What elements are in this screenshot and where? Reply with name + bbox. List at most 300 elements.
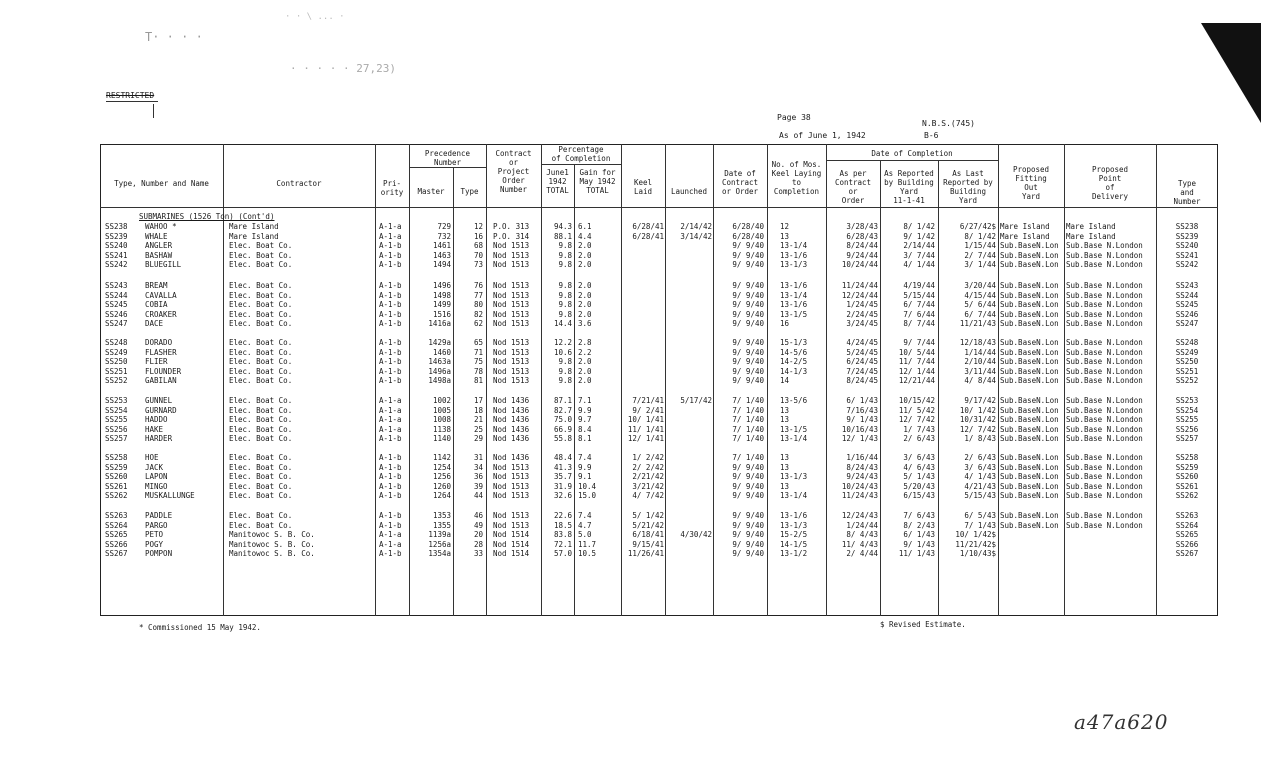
cell-precedence-type: 73 (473, 260, 483, 270)
cell-completion-as-per-contract: 8/24/43 (846, 462, 878, 472)
cell-priority: A-1-b (379, 462, 402, 472)
cell-completion-as-per-contract: 8/24/45 (846, 376, 878, 386)
header-date-contract: Date of Contract or Order (721, 169, 759, 196)
cell-keel-laid: 11/26/41 (627, 549, 664, 559)
cell-ship-name: POMPON (145, 549, 173, 559)
cell-point-of-delivery: Sub.Base N.London (1066, 281, 1143, 290)
cell-type-and-number-right: SS247 (1175, 319, 1199, 329)
header-precedence: Precedence Number (424, 149, 471, 167)
cell-may-gain: 15.0 (578, 491, 597, 501)
cell-contractor: Elec. Boat Co. (229, 511, 293, 520)
cell-date-of-contract: 7/ 1/40 (732, 434, 764, 444)
cell-months-to-completion: 15-1/3 (780, 338, 808, 347)
cell-type-number: SS252 (105, 376, 128, 386)
cell-priority: A-1-b (379, 376, 402, 386)
cell-months-to-completion: 13-1/2 (780, 549, 808, 559)
header-gain: Gain for May 1942 TOTAL (579, 168, 616, 195)
header-as-last: As Last Reported by Building Yard (943, 169, 993, 205)
cell-ship-name: ANGLER (145, 241, 173, 251)
cell-priority: A-1-a (379, 415, 402, 425)
cell-contract-number: Nod 1513 (493, 281, 530, 290)
cell-ship-name: BLUEGILL (145, 260, 182, 270)
cell-precedence-type: 34 (473, 462, 483, 472)
cell-precedence-type: 78 (473, 366, 483, 376)
cell-precedence-type: 46 (473, 511, 483, 520)
cell-type-and-number-right: SS264 (1175, 520, 1199, 530)
cell-type-number: SS250 (105, 357, 128, 367)
header-bottom-line (100, 207, 1218, 208)
cell-type-and-number-right: SS248 (1175, 338, 1199, 347)
faint-mark-2: · · · · · 27,23) (290, 62, 396, 75)
cell-point-of-delivery: Sub.Base N.London (1066, 250, 1143, 260)
cell-completion-as-reported: 6/15/43 (903, 491, 935, 501)
cell-contract-number: Nod 1513 (493, 300, 530, 310)
cell-may-gain: 2.0 (578, 309, 592, 319)
col-divider (1156, 144, 1157, 616)
cell-type-and-number-right: SS250 (1175, 357, 1199, 367)
cell-may-gain: 7.1 (578, 396, 592, 405)
cell-type-and-number-right: SS262 (1175, 491, 1199, 501)
cell-may-gain: 4.4 (578, 231, 592, 241)
cell-contractor: Elec. Boat Co. (229, 347, 293, 357)
cell-ship-name: MUSKALLUNGE (145, 491, 195, 501)
cell-priority: A-1-b (379, 481, 402, 491)
cell-point-of-delivery: Sub.Base N.London (1066, 491, 1143, 501)
cell-completion-as-per-contract: 2/24/45 (846, 309, 878, 319)
cell-june-total: 22.6 (553, 511, 572, 520)
cell-ship-name: CROAKER (145, 309, 177, 319)
cell-priority: A-1-a (379, 539, 402, 549)
cell-may-gain: 2.0 (578, 300, 592, 310)
cell-contractor: Manitowoc S. B. Co. (229, 539, 315, 549)
cell-contract-number: Nod 1513 (493, 376, 530, 386)
cell-ship-name: FLASHER (145, 347, 177, 357)
cell-type-and-number-right: SS240 (1175, 241, 1199, 251)
cell-priority: A-1-b (379, 549, 402, 559)
cell-point-of-delivery: Sub.Base N.London (1066, 405, 1143, 415)
cell-months-to-completion: 14-2/5 (780, 357, 808, 367)
cell-fitting-out-yard: Sub.BaseN.Lon (1000, 453, 1059, 462)
cell-contract-number: Nod 1513 (493, 520, 530, 530)
cell-type-and-number-right: SS251 (1175, 366, 1199, 376)
cell-ship-name: DACE (145, 319, 164, 329)
cell-precedence-type: 76 (473, 281, 483, 290)
cell-master-number: 1256 (432, 472, 451, 482)
as-of-date: As of June 1, 1942 (779, 131, 866, 140)
cell-contract-number: Nod 1513 (493, 338, 530, 347)
cell-contractor: Elec. Boat Co. (229, 357, 293, 367)
cell-may-gain: 2.0 (578, 260, 592, 270)
cell-contractor: Manitowoc S. B. Co. (229, 549, 315, 559)
cell-date-of-contract: 9/ 9/40 (732, 347, 764, 357)
cell-type-and-number-right: SS239 (1175, 231, 1199, 241)
faint-handwriting: T· · · · (145, 30, 203, 44)
cell-may-gain: 2.0 (578, 376, 592, 386)
cell-months-to-completion: 13-1/6 (780, 281, 808, 290)
cell-contract-number: Nod 1513 (493, 347, 530, 357)
cell-completion-as-reported: 7/ 6/44 (903, 309, 935, 319)
cell-priority: A-1-b (379, 453, 402, 462)
cell-keel-laid: 6/28/41 (632, 222, 664, 231)
cell-priority: A-1-b (379, 434, 402, 444)
cell-date-of-contract: 7/ 1/40 (732, 396, 764, 405)
cell-type-and-number-right: SS255 (1175, 415, 1199, 425)
cell-months-to-completion: 13-1/5 (780, 424, 808, 434)
cell-precedence-type: 77 (473, 290, 483, 300)
header-as-per-contract: As per Contract or Order (834, 169, 872, 205)
cell-june-total: 87.1 (553, 396, 572, 405)
cell-completion-as-last-reported: 3/ 1/44 (964, 260, 996, 270)
cell-date-of-contract: 9/ 9/40 (732, 530, 764, 540)
cell-type-and-number-right: SS244 (1175, 290, 1199, 300)
cell-precedence-type: 62 (473, 319, 483, 329)
cell-date-of-contract: 9/ 9/40 (732, 462, 764, 472)
cell-ship-name: JACK (145, 462, 164, 472)
cell-precedence-type: 29 (473, 434, 483, 444)
cell-point-of-delivery: Sub.Base N.London (1066, 511, 1143, 520)
section-title: SUBMARINES (1526 Ton) (Cont'd) (139, 212, 275, 221)
cell-completion-as-reported: 6/ 7/44 (903, 300, 935, 310)
cell-months-to-completion: 13-1/4 (780, 241, 808, 251)
cell-june-total: 9.8 (558, 300, 572, 310)
cell-completion-as-reported: 5/15/44 (903, 290, 935, 300)
cell-completion-as-per-contract: 7/16/43 (846, 405, 878, 415)
cell-fitting-out-yard: Sub.BaseN.Lon (1000, 481, 1059, 491)
cell-fitting-out-yard: Sub.BaseN.Lon (1000, 347, 1059, 357)
cell-precedence-type: 17 (473, 396, 483, 405)
cell-type-number: SS254 (105, 405, 128, 415)
cell-contract-number: Nod 1513 (493, 309, 530, 319)
header-master: Master (417, 187, 445, 196)
cell-precedence-type: 21 (473, 415, 483, 425)
cell-completion-as-reported: 4/ 6/43 (903, 462, 935, 472)
cell-priority: A-1-b (379, 300, 402, 310)
header-delivery: Proposed Point of Delivery (1091, 165, 1129, 201)
cell-contractor: Elec. Boat Co. (229, 462, 293, 472)
cell-completion-as-reported: 9/ 1/42 (903, 231, 935, 241)
cell-contractor: Elec. Boat Co. (229, 300, 293, 310)
cell-contract-number: Nod 1436 (493, 405, 530, 415)
cell-point-of-delivery: Sub.Base N.London (1066, 319, 1143, 329)
cell-type-number: SS263 (105, 511, 128, 520)
cell-completion-as-reported: 9/ 1/43 (903, 539, 935, 549)
cell-precedence-type: 28 (473, 539, 483, 549)
cell-type-and-number-right: SS265 (1175, 530, 1199, 540)
cell-type-number: SS239 (105, 231, 128, 241)
cell-launched: 3/14/42 (680, 231, 712, 241)
cell-months-to-completion: 12 (780, 222, 790, 231)
cell-date-of-contract: 7/ 1/40 (732, 453, 764, 462)
cell-contract-number: Nod 1513 (493, 319, 530, 329)
cell-completion-as-per-contract: 12/24/43 (841, 511, 878, 520)
cell-type-and-number-right: SS252 (1175, 376, 1199, 386)
cell-type-number: SS265 (105, 530, 128, 540)
cell-june-total: 9.8 (558, 376, 572, 386)
cell-type-and-number-right: SS257 (1175, 434, 1199, 444)
cell-months-to-completion: 13 (780, 462, 790, 472)
cell-point-of-delivery: Sub.Base N.London (1066, 376, 1143, 386)
cell-june-total: 12.2 (553, 338, 572, 347)
cell-june-total: 9.8 (558, 366, 572, 376)
header-as-reported: As Reported by Building Yard 11-1-41 (884, 169, 934, 205)
cell-precedence-type: 65 (473, 338, 483, 347)
cell-date-of-contract: 9/ 9/40 (732, 290, 764, 300)
cell-ship-name: HADDO (145, 415, 168, 425)
cell-point-of-delivery: Sub.Base N.London (1066, 300, 1143, 310)
cell-precedence-type: 68 (473, 241, 483, 251)
cell-months-to-completion: 14-1/3 (780, 366, 808, 376)
cell-type-and-number-right: SS241 (1175, 250, 1199, 260)
cell-contract-number: Nod 1514 (493, 549, 530, 559)
cell-priority: A-1-b (379, 347, 402, 357)
cell-ship-name: FLIER (145, 357, 168, 367)
cell-completion-as-reported: 9/ 7/44 (903, 338, 935, 347)
cell-priority: A-1-a (379, 222, 402, 231)
cell-master-number: 1463 (432, 250, 451, 260)
cell-months-to-completion: 13-1/3 (780, 260, 808, 270)
cell-contract-number: P.O. 313 (493, 222, 530, 231)
cell-contract-number: Nod 1514 (493, 539, 530, 549)
cell-june-total: 9.8 (558, 260, 572, 270)
cell-precedence-type: 25 (473, 424, 483, 434)
header-divider (541, 164, 621, 165)
cell-completion-as-last-reported: 3/11/44 (964, 366, 996, 376)
cell-ship-name: DORADO (145, 338, 173, 347)
cell-june-total: 31.9 (553, 481, 572, 491)
cell-priority: A-1-a (379, 405, 402, 415)
cell-june-total: 41.3 (553, 462, 572, 472)
restricted-stamp: RESTRICTED (106, 91, 155, 100)
cell-type-and-number-right: SS259 (1175, 462, 1199, 472)
cell-date-of-contract: 9/ 9/40 (732, 491, 764, 501)
faint-stamp-text: · · \ ... · (285, 12, 345, 22)
cell-master-number: 1353 (432, 511, 451, 520)
cell-completion-as-last-reported: 7/ 1/43 (964, 520, 996, 530)
cell-point-of-delivery: Sub.Base N.London (1066, 260, 1143, 270)
cell-priority: A-1-b (379, 357, 402, 367)
cell-point-of-delivery: Sub.Base N.London (1066, 347, 1143, 357)
cell-type-and-number-right: SS243 (1175, 281, 1199, 290)
cell-ship-name: CAVALLA (145, 290, 177, 300)
cell-master-number: 1260 (432, 481, 451, 491)
cell-point-of-delivery: Sub.Base N.London (1066, 241, 1143, 251)
cell-type-number: SS261 (105, 481, 128, 491)
cell-completion-as-per-contract: 12/ 1/43 (841, 434, 878, 444)
cell-completion-as-reported: 5/ 1/43 (903, 472, 935, 482)
cell-june-total: 10.6 (553, 347, 572, 357)
cell-ship-name: WAHOO * (145, 222, 177, 231)
cell-point-of-delivery: Sub.Base N.London (1066, 366, 1143, 376)
cell-precedence-type: 44 (473, 491, 483, 501)
cell-point-of-delivery: Sub.Base N.London (1066, 462, 1143, 472)
cell-completion-as-last-reported: 11/21/42$ (955, 539, 996, 549)
cell-keel-laid: 12/ 1/41 (627, 434, 664, 444)
cell-completion-as-reported: 3/ 7/44 (903, 250, 935, 260)
cell-type-and-number-right: SS246 (1175, 309, 1199, 319)
cell-master-number: 1499 (432, 300, 451, 310)
cell-contractor: Elec. Boat Co. (229, 481, 293, 491)
cell-type-and-number-right: SS256 (1175, 424, 1199, 434)
cell-keel-laid: 6/28/41 (632, 231, 664, 241)
cell-months-to-completion: 13-1/3 (780, 520, 808, 530)
cell-completion-as-last-reported: 2/ 7/44 (964, 250, 996, 260)
cell-point-of-delivery: Sub.Base N.London (1066, 434, 1143, 444)
cell-ship-name: PETO (145, 530, 164, 540)
scan-corner-shadow (1201, 23, 1261, 123)
cell-completion-as-reported: 8/ 7/44 (903, 319, 935, 329)
cell-contractor: Elec. Boat Co. (229, 424, 293, 434)
cell-june-total: 55.8 (553, 434, 572, 444)
cell-completion-as-per-contract: 7/24/45 (846, 366, 878, 376)
cell-ship-name: PARGO (145, 520, 168, 530)
cell-type-number: SS243 (105, 281, 128, 290)
cell-point-of-delivery: Sub.Base N.London (1066, 472, 1143, 482)
header-priority: Pri- ority (380, 179, 404, 197)
cell-priority: A-1-a (379, 424, 402, 434)
cell-months-to-completion: 13-1/4 (780, 290, 808, 300)
cell-date-of-contract: 9/ 9/40 (732, 472, 764, 482)
cell-months-to-completion: 16 (780, 319, 790, 329)
cell-completion-as-per-contract: 9/24/44 (846, 250, 878, 260)
cell-completion-as-per-contract: 11/24/43 (841, 491, 878, 501)
cell-completion-as-per-contract: 5/24/45 (846, 347, 878, 357)
cell-date-of-contract: 9/ 9/40 (732, 511, 764, 520)
cell-may-gain: 2.0 (578, 241, 592, 251)
cell-ship-name: MINGO (145, 481, 168, 491)
cell-precedence-type: 71 (473, 347, 483, 357)
cell-completion-as-last-reported: 10/ 1/42$ (955, 530, 996, 540)
cell-completion-as-per-contract: 6/24/45 (846, 357, 878, 367)
sheet-id: B-6 (924, 131, 939, 140)
cell-completion-as-per-contract: 6/ 1/43 (846, 396, 878, 405)
footnote-revised: $ Revised Estimate. (880, 620, 966, 629)
cell-priority: A-1-b (379, 520, 402, 530)
nbs-reference: N.B.S.(745) (922, 119, 975, 128)
cell-type-number: SS249 (105, 347, 128, 357)
cell-contract-number: Nod 1436 (493, 453, 530, 462)
cell-completion-as-reported: 12/21/44 (898, 376, 935, 386)
cell-fitting-out-yard: Sub.BaseN.Lon (1000, 462, 1059, 472)
cell-completion-as-last-reported: 4/ 8/44 (964, 376, 996, 386)
cell-type-and-number-right: SS249 (1175, 347, 1199, 357)
cell-date-of-contract: 7/ 1/40 (732, 424, 764, 434)
cell-priority: A-1-a (379, 396, 402, 405)
cell-completion-as-per-contract: 4/24/45 (846, 338, 878, 347)
cell-type-number: SS253 (105, 396, 128, 405)
cell-keel-laid: 9/15/41 (632, 539, 664, 549)
cell-type-number: SS259 (105, 462, 128, 472)
cell-precedence-type: 12 (473, 222, 483, 231)
cell-contractor: Mare Island (229, 222, 279, 231)
cell-priority: A-1-a (379, 530, 402, 540)
header-contractor: Contractor (276, 179, 322, 188)
cell-precedence-type: 39 (473, 481, 483, 491)
cell-june-total: 18.5 (553, 520, 572, 530)
header-launched: Launched (670, 187, 708, 196)
cell-fitting-out-yard: Sub.BaseN.Lon (1000, 491, 1059, 501)
cell-date-of-contract: 9/ 9/40 (732, 520, 764, 530)
cell-completion-as-per-contract: 1/24/45 (846, 300, 878, 310)
header-months-keel: No. of Mos. Keel Laying to Completion (771, 160, 822, 196)
col-divider (574, 164, 575, 616)
cell-point-of-delivery: Sub.Base N.London (1066, 520, 1143, 530)
cell-ship-name: POGY (145, 539, 164, 549)
cell-contractor: Elec. Boat Co. (229, 309, 293, 319)
cell-type-and-number-right: SS238 (1175, 222, 1199, 231)
cell-date-of-contract: 6/28/40 (732, 231, 764, 241)
cell-date-of-contract: 7/ 1/40 (732, 405, 764, 415)
cell-june-total: 35.7 (553, 472, 572, 482)
cell-completion-as-per-contract: 6/28/43 (846, 231, 878, 241)
cell-ship-name: GURNARD (145, 405, 177, 415)
cell-months-to-completion: 13-1/6 (780, 250, 808, 260)
cell-completion-as-per-contract: 9/24/43 (846, 472, 878, 482)
cell-type-and-number-right: SS245 (1175, 300, 1199, 310)
cell-completion-as-per-contract: 10/16/43 (841, 424, 878, 434)
cell-completion-as-reported: 1/ 7/43 (903, 424, 935, 434)
cell-june-total: 82.7 (553, 405, 572, 415)
cell-contract-number: Nod 1513 (493, 357, 530, 367)
cell-june-total: 9.8 (558, 309, 572, 319)
cell-completion-as-last-reported: 5/ 6/44 (964, 300, 996, 310)
cell-date-of-contract: 9/ 9/40 (732, 376, 764, 386)
cell-date-of-contract: 7/ 1/40 (732, 415, 764, 425)
handwritten-archive-code: a47a620 (1074, 710, 1169, 734)
cell-completion-as-last-reported: 11/21/43 (959, 319, 996, 329)
cell-keel-laid: 5/21/42 (632, 520, 664, 530)
cell-completion-as-per-contract: 11/ 4/43 (841, 539, 878, 549)
cell-date-of-contract: 9/ 9/40 (732, 260, 764, 270)
col-divider (1064, 144, 1065, 616)
cell-fitting-out-yard: Sub.BaseN.Lon (1000, 434, 1059, 444)
cell-precedence-type: 82 (473, 309, 483, 319)
cell-type-number: SS267 (105, 549, 128, 559)
cell-contractor: Elec. Boat Co. (229, 376, 293, 386)
col-divider (453, 167, 454, 616)
cell-may-gain: 9.7 (578, 415, 592, 425)
cell-months-to-completion: 13 (780, 231, 790, 241)
cell-may-gain: 2.0 (578, 357, 592, 367)
cell-ship-name: LAPON (145, 472, 168, 482)
cell-priority: A-1-b (379, 260, 402, 270)
cell-priority: A-1-b (379, 338, 402, 347)
cell-precedence-type: 20 (473, 530, 483, 540)
cell-completion-as-per-contract: 12/24/44 (841, 290, 878, 300)
cell-type-number: SS251 (105, 366, 128, 376)
cell-point-of-delivery: Sub.Base N.London (1066, 453, 1143, 462)
cell-completion-as-last-reported: 9/17/42 (964, 396, 996, 405)
cell-june-total: 9.8 (558, 357, 572, 367)
cell-contract-number: Nod 1436 (493, 434, 530, 444)
cell-completion-as-per-contract: 11/24/44 (841, 281, 878, 290)
cell-completion-as-per-contract: 9/ 1/43 (846, 415, 878, 425)
cell-precedence-type: 18 (473, 405, 483, 415)
cell-precedence-type: 31 (473, 453, 483, 462)
cell-may-gain: 2.8 (578, 338, 592, 347)
cell-completion-as-reported: 3/ 6/43 (903, 453, 935, 462)
cell-completion-as-reported: 6/ 1/43 (903, 530, 935, 540)
cell-master-number: 1139a (428, 530, 451, 540)
cell-date-of-contract: 9/ 9/40 (732, 319, 764, 329)
cell-type-and-number-right: SS267 (1175, 549, 1199, 559)
cell-fitting-out-yard: Sub.BaseN.Lon (1000, 424, 1059, 434)
cell-completion-as-per-contract: 1/24/44 (846, 520, 878, 530)
cell-contractor: Elec. Boat Co. (229, 281, 293, 290)
cell-months-to-completion: 13 (780, 481, 790, 491)
cell-type-number: SS238 (105, 222, 128, 231)
cell-completion-as-reported: 4/ 1/44 (903, 260, 935, 270)
cell-may-gain: 11.7 (578, 539, 597, 549)
